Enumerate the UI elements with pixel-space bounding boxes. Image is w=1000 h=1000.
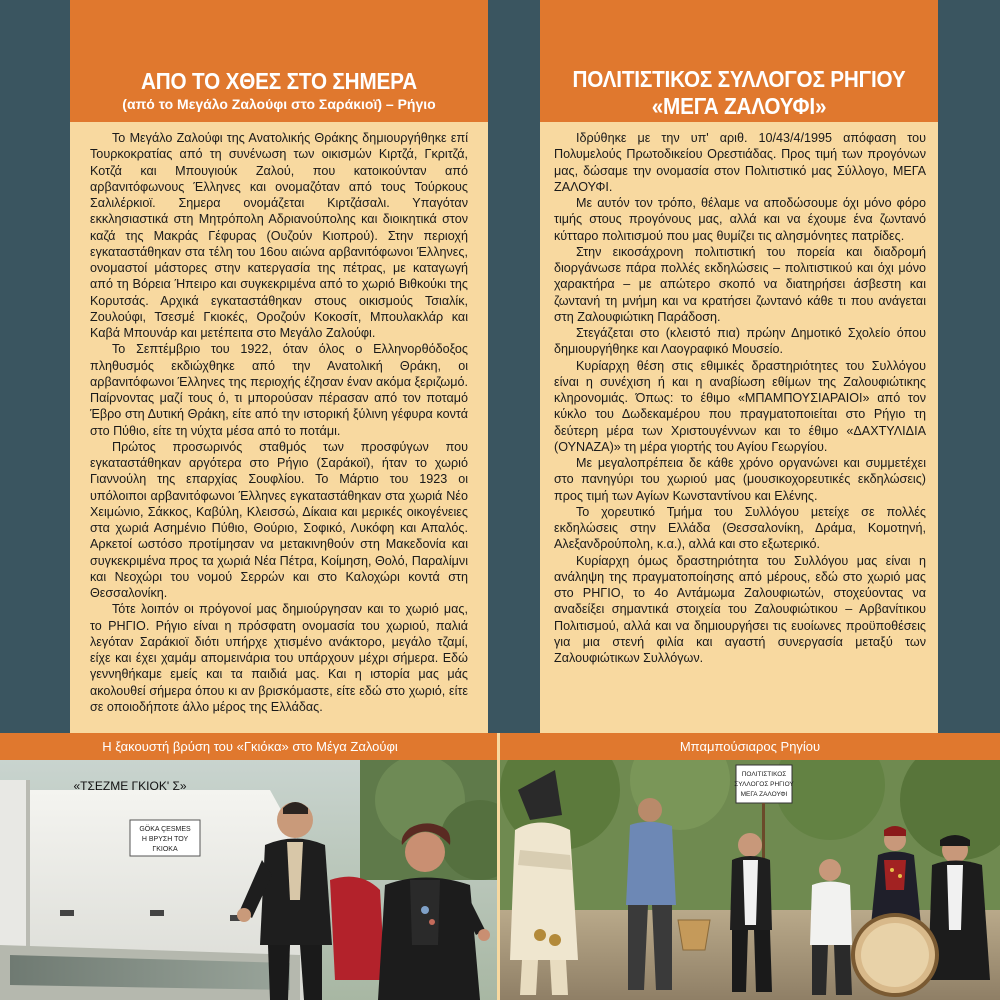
fountain-plaque-line-3: ΓΚΙΟΚΑ xyxy=(152,846,178,853)
left-paragraph-3: Πρώτος προσωρινός σταθμός των προσφύγων που εγκαταστάθηκαν αργότερα στο Ρήγιο (Σαράκοϊ), ήταν το χωριό Γιαννούλη της επαρχίας Σουφλίου. Το Μάρτιο του 1923 οι υπόλοιποι αρβανιτόφωνοι Έλληνες εγκαταστάθηκαν στα χωριά Νέο Χειμώνιο, Σάκκος, Καβύλη, Κλεισσώ, Δίκαια και μερικές οικογένειες στα χωριά Ασημένιο Πύθιο, Θούριο, Σοφικό, Λυκόφη και Απαλός. Αρκετοί ωστόσο προτίμησαν να μετακινηθούν στη Μακεδονία και συγκεκριμένα προς τα χωριά Νέα Πέτρα, Κοίμηση, Θολό, Παραλίμνι και Νεοχώρι του νομού Σερρών και στο Καλοχώρι κοντά στη Θεσσαλονίκη. xyxy=(90,439,468,600)
left-title: ΑΠΟ ΤΟ ΧΘΕΣ ΣΤΟ ΣΗΜΕΡΑ xyxy=(141,68,417,94)
right-paragraph-1: Ιδρύθηκε με την υπ' αριθ. 10/43/4/1995 απόφαση του Πολυμελούς Πρωτοδικείου Ορεστιάδας. Προς τιμή των προγόνων μας, δώσαμε την ονομασία στον Πολιτιστικό μας Σύλλογο, ΜΕΓΑ ΖΑΛΟΥΦΙ. xyxy=(554,131,926,194)
fountain-sign-text: «ΤΣΕΖΜΕ ΓΚΙΟΚ' Σ» xyxy=(73,779,187,793)
left-subtitle: (από το Μεγάλο Ζαλούφι στο Σαράκιοϊ) – Ρήγιο xyxy=(122,96,436,112)
fountain-photo xyxy=(0,760,500,1000)
club-sign-line-1: ΠΟΛΙΤΙΣΤΙΚΟΣ xyxy=(741,771,787,778)
right-article-panel xyxy=(540,0,938,733)
festival-photo-illustration xyxy=(500,760,1000,1000)
left-paragraph-1: Το Μεγάλο Ζαλούφι της Ανατολικής Θράκης δημιουργήθηκε επί Τουρκοκρατίας από τη συνένωση των οικισμών Κιρτζά, Γκριτζά, Κοτζά και Μπουγιούκ Ζαλού, που κατοικούνταν από αρβανιτόφωνους Έλληνες και ονομαζόταν από τους Τούρκους Σαλιλέρκιοϊ. Σημερα ονομάζεται Κιρτζάσαλι. Υπαγόταν εκκλησιαστικά στη Μητρόπολη Αδριανούπολης και διοικητικά στον καζά της Μακράς Γέφυρας (Ουζούν Κιοπρού). Στην περιοχή εγκαταστάθηκαν στα τέλη του 16ου αιώνα αρβανιτόφωνοι Έλληνες, ονομαστοί μάστορες στην κατεργασία της πέτρας, με καταγωγή από τη Βόρεια Ήπειρο και συγκεκριμένα από το χωριό Βιθκούκι της Κορυτσάς. Αρχικά εγκαταστάθηκαν στους οικισμούς Τσιαλίκ, Ζουλούφι, Τσεσμέ Γκιοκές, Οροζούν Κοκοσίτ, Μπουλακλάρ και Καβά Μπουνάρ και μετέπειτα στο Μεγάλο Ζαλούφι. xyxy=(90,131,468,340)
left-article-text xyxy=(90,130,468,715)
right-paragraph-8: Κυρίαρχη όμως δραστηριότητα του Συλλόγου μας είναι η ανάληψη της πραγματοποίησης από μέρους, εδώ στο χωριό μας στο ΡΗΓΙΟ, το 4ο Αντάμωμα Ζαλουφιωτών, στοχεύοντας να αναδείξει σημαντικά στοιχεία του Ζαλουφιώτικου – Αρβανίτικου Πολιτισμού, αλλά και να δημιουργήσει τις ευοίωνες προϋποθέσεις για μια στενή φιλία και αγαστή συνεργασία μεταξύ των Ζαλουφιώτικων Συλλόγων. xyxy=(554,553,926,665)
right-paragraph-2: Με αυτόν τον τρόπο, θέλαμε να αποδώσουμε όχι μόνο φόρο τιμής στους προγόνους μας, αλλά και να έχουμε ένα ζωντανό κύτταρο πολιτισμού που μας θυμίζει τις αλησμόνητες πατρίδες. xyxy=(554,196,926,243)
club-sign-line-3: ΜΕΓΑ ΖΑΛΟΥΦΙ xyxy=(740,791,788,798)
right-paragraph-6: Με μεγαλοπρέπεια δε κάθε χρόνο οργανώνει και συμμετέχει στο πανηγύρι του χωριού μας (μουσικοχορευτικές εκδηλώσεις) προς τιμή των Αγίων Κωνσταντίνου και Ελένης. xyxy=(554,456,926,503)
right-title-box xyxy=(540,0,938,122)
right-photo-caption: Μπαμπούσιαρος Ρηγίου xyxy=(500,733,1000,760)
left-photo-caption: Η ξακουστή βρύση του «Γκιόκα» στο Μέγα Ζαλούφι xyxy=(0,733,500,760)
fountain-plaque-line-1: GÖKA ÇESMES xyxy=(139,826,191,833)
right-paragraph-7: Το χορευτικό Τμήμα του Συλλόγου μετείχε σε πολλές εκδηλώσεις στην Ελλάδα (Θεσσαλονίκη, Δράμα, Κομοτηνή, Αλεξανδρούπολη, κ.α.), αλλά και στο εξωτερικό. xyxy=(554,504,926,552)
right-paragraph-5: Κυρίαρχη θέση στις εθιμικές δραστηριότητες του Συλλόγου είναι η συνέχιση ή και η αναβίωση εθίμων της Ζαλουφιώτικης κληρονομιάς. Όπως: το έθιμο «ΜΠΑΜΠΟΥΣΙΑΡΑΙΟΙ» από τον κύκλο του Δωδεκαμέρου που πραγματοποιείται στο Ρήγιο τη δεύτερη μέρα των Χριστουγέννων και το έθιμο «ΔΑΧΤΥΛΙΔΙΑ (ΟΥΝΑΖΑ)» τη μέρα γιορτής του Αγίου Γεωργίου. xyxy=(554,358,926,454)
left-paragraph-2: Το Σεπτέμβριο του 1922, όταν όλος ο Ελληνορθόδοξος πληθυσμός εκδιώχθηκε από την Ανατολική Θράκη, οι αρβανιτόφωνοι Έλληνες της περιοχής έζησαν έναν ακόμα ξεριζωμό. Παίρνοντας μαζί τους ό, τι μπορούσαν πέρασαν από τον ποταμό Έβρο στη Δυτική Θράκη, είτε από την ιστορική ξύλινη γέφυρα κοντά στο Πύθιο, είτε τη νύχτα μέσα από το ποτάμι. xyxy=(90,342,469,438)
left-article-panel xyxy=(70,0,488,733)
club-sign-line-2: ΣΥΛΛΟΓΟΣ ΡΗΓΙΟΥ xyxy=(734,781,794,788)
left-title-box xyxy=(70,0,488,122)
right-paragraph-4: Στεγάζεται στο (κλειστό πια) πρώην Δημοτικό Σχολείο όπου δημιουργήθηκε και Λαογραφικό Μουσείο. xyxy=(554,326,926,357)
left-paragraph-4: Τότε λοιπόν οι πρόγονοί μας δημιούργησαν και το χωριό μας, το ΡΗΓΙΟ. Ρήγιο είναι η πρόσφατη ονομασία του χωριού, παλιά λεγόταν Σαράκιοϊ διότι υπήρχε χτισμένο ανάκτορο, μεγάλο τζαμί, είχε και έχει χαμάμ απομεινάρια του υπάρχουν μέχρι σήμερα. Εδώ γεννηθήκαμε εμείς και τα παιδιά μας. Και η ιστορία μας μάς ακολουθεί σήμερα όπου κι αν βρισκόμαστε, είτε εδώ στο χωριό, είτε σε οποιοδήποτε άλλο μέρος της Ελλάδας. xyxy=(90,602,468,714)
fountain-photo-illustration xyxy=(0,760,500,1000)
right-article-text xyxy=(554,130,926,666)
fountain-plaque-line-2: Η ΒΡΥΣΗ ΤΟΥ xyxy=(141,836,189,843)
right-title-line-1: ΠΟΛΙΤΙΣΤΙΚΟΣ ΣΥΛΛΟΓΟΣ ΡΗΓΙΟΥ xyxy=(572,66,906,92)
right-paragraph-3: Στην εικοσάχρονη πολιτιστική του πορεία και διαδρομή διοργάνωσε πάρα πολλές εκδηλώσεις – πολιτιστικού και όχι μόνο χαρακτήρα – με απώτερο σκοπό να διατηρήσει άσβεστη και ζωντανή τη μνήμη και να κρατήσει ζωντανό κάθε τι που ανάγεται στη Ζαλουφιώτικη Παράδοση. xyxy=(554,244,926,324)
right-title-line-2: «ΜΕΓΑ ΖΑΛΟΥΦΙ» xyxy=(651,93,827,119)
festival-photo xyxy=(500,760,1000,1000)
